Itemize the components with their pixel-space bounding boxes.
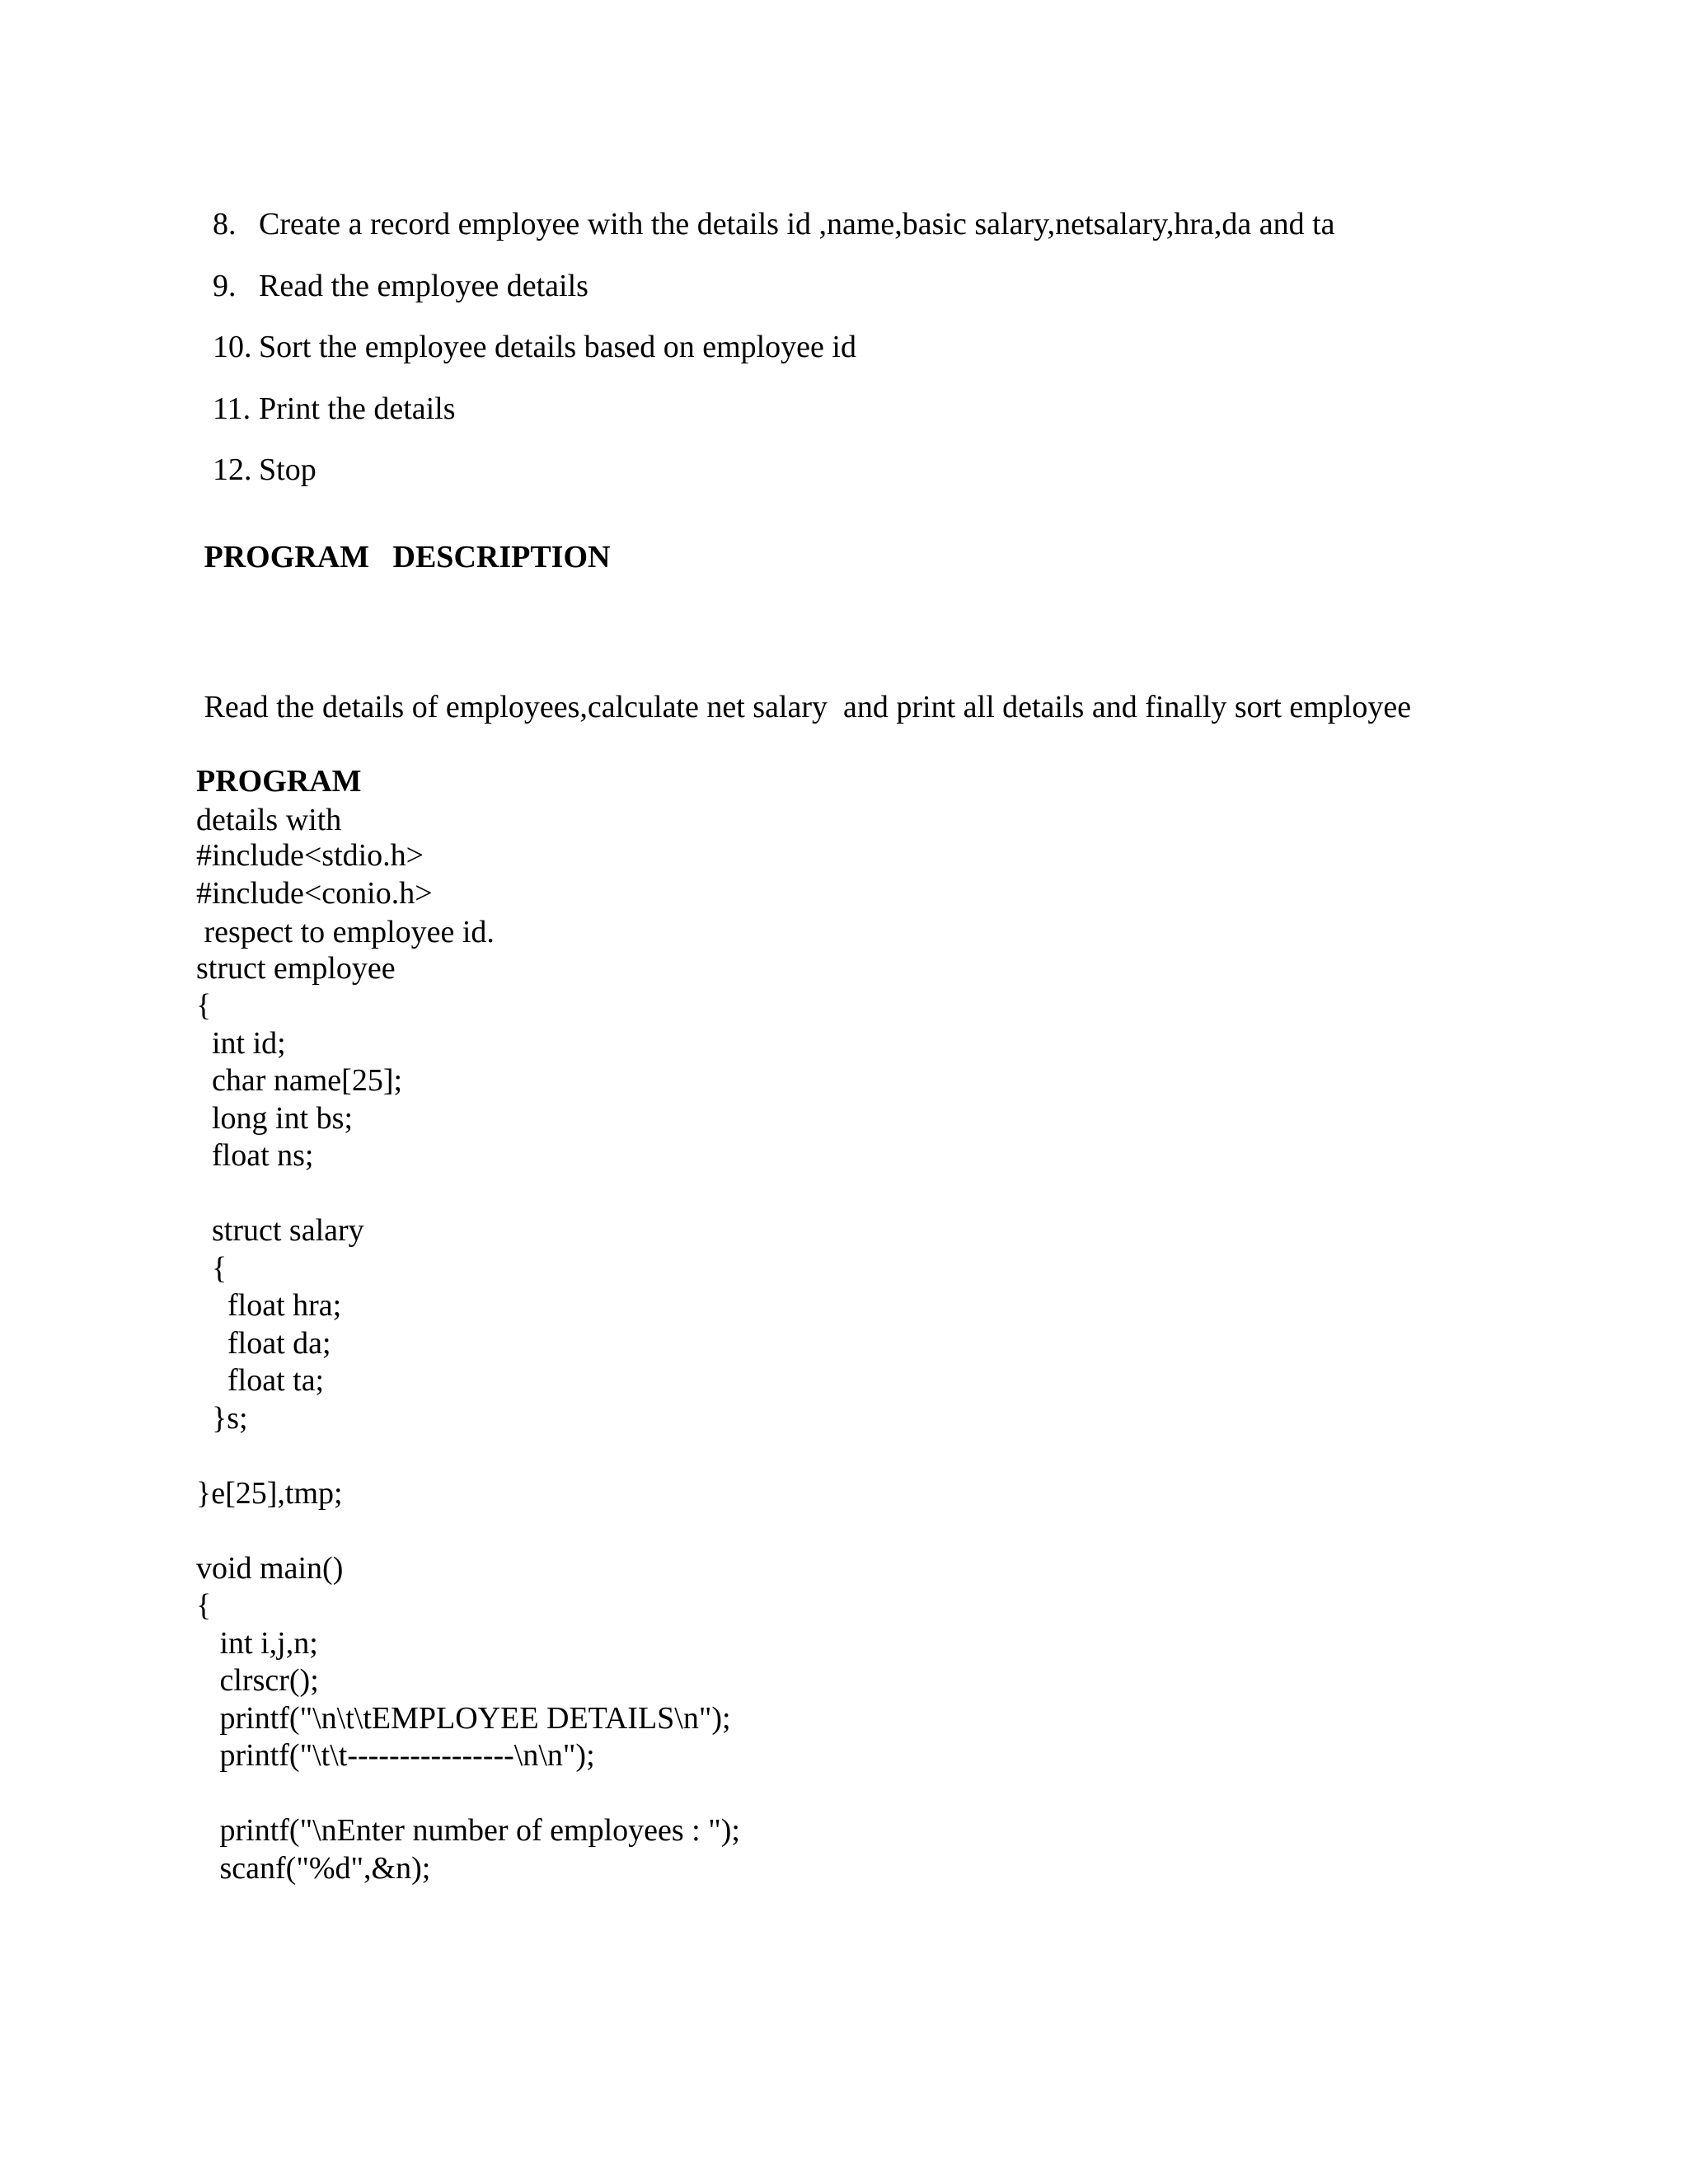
step-text: Sort the employee details based on employee id xyxy=(259,330,856,364)
algorithm-step xyxy=(213,200,1335,262)
description-line: respect to employee id. xyxy=(196,915,495,949)
code-line: printf("\t\t----------------\n\n"); xyxy=(196,1738,595,1773)
code-line: struct salary xyxy=(196,1213,364,1248)
code-line: struct employee xyxy=(196,950,396,986)
code-line xyxy=(196,1437,740,1475)
algorithm-step xyxy=(213,385,1335,447)
code-line: #include<stdio.h> xyxy=(196,838,424,873)
code-line xyxy=(196,1512,740,1550)
code-line: float ta; xyxy=(196,1363,325,1398)
step-number: 11. xyxy=(213,391,251,426)
code-line: printf("\n\t\tEMPLOYEE DETAILS\n"); xyxy=(196,1700,731,1736)
algorithm-step xyxy=(213,446,1335,508)
step-text: Stop xyxy=(259,452,316,487)
code-line: { xyxy=(196,1250,227,1286)
step-number: 8. xyxy=(213,207,237,241)
program-heading: PROGRAM xyxy=(196,764,362,799)
code-line: float ns; xyxy=(196,1138,314,1173)
code-line: { xyxy=(196,988,212,1023)
step-text: Create a record employee with the details id ,name,basic salary,netsalary,hra,da and ta xyxy=(259,207,1335,241)
code-line: { xyxy=(196,1588,212,1623)
code-line xyxy=(196,912,740,950)
code-line: scanf("%d",&n); xyxy=(196,1850,431,1886)
code-line: #include<conio.h> xyxy=(196,875,433,911)
algorithm-steps-list xyxy=(213,200,1335,508)
code-line: int id; xyxy=(196,1025,286,1061)
step-number: 10. xyxy=(213,330,252,364)
code-line: float hra; xyxy=(196,1288,342,1323)
step-number: 12. xyxy=(213,452,252,487)
code-line: clrscr(); xyxy=(196,1663,319,1698)
code-line xyxy=(196,1175,740,1213)
code-line: int i,j,n; xyxy=(196,1625,318,1661)
step-text: Print the details xyxy=(259,391,456,426)
step-text: Read the employee details xyxy=(259,268,588,303)
code-line: char name[25]; xyxy=(196,1063,403,1098)
description-line: Read the details of employees,calculate net salary and print all details and finally sort employee xyxy=(196,690,1412,724)
step-number: 9. xyxy=(213,268,237,303)
code-line: long int bs; xyxy=(196,1100,354,1136)
program-description-heading: PROGRAM DESCRIPTION xyxy=(196,540,611,574)
code-line: float da; xyxy=(196,1325,331,1361)
algorithm-step xyxy=(213,323,1335,385)
code-line: void main() xyxy=(196,1550,344,1586)
code-line: }s; xyxy=(196,1400,248,1436)
program-code xyxy=(196,837,740,1887)
code-line: }e[25],tmp; xyxy=(196,1475,343,1511)
description-line: details with xyxy=(196,802,342,837)
code-line: printf("\nEnter number of employees : "); xyxy=(196,1813,740,1848)
code-line xyxy=(196,1775,740,1813)
algorithm-step xyxy=(213,262,1335,324)
